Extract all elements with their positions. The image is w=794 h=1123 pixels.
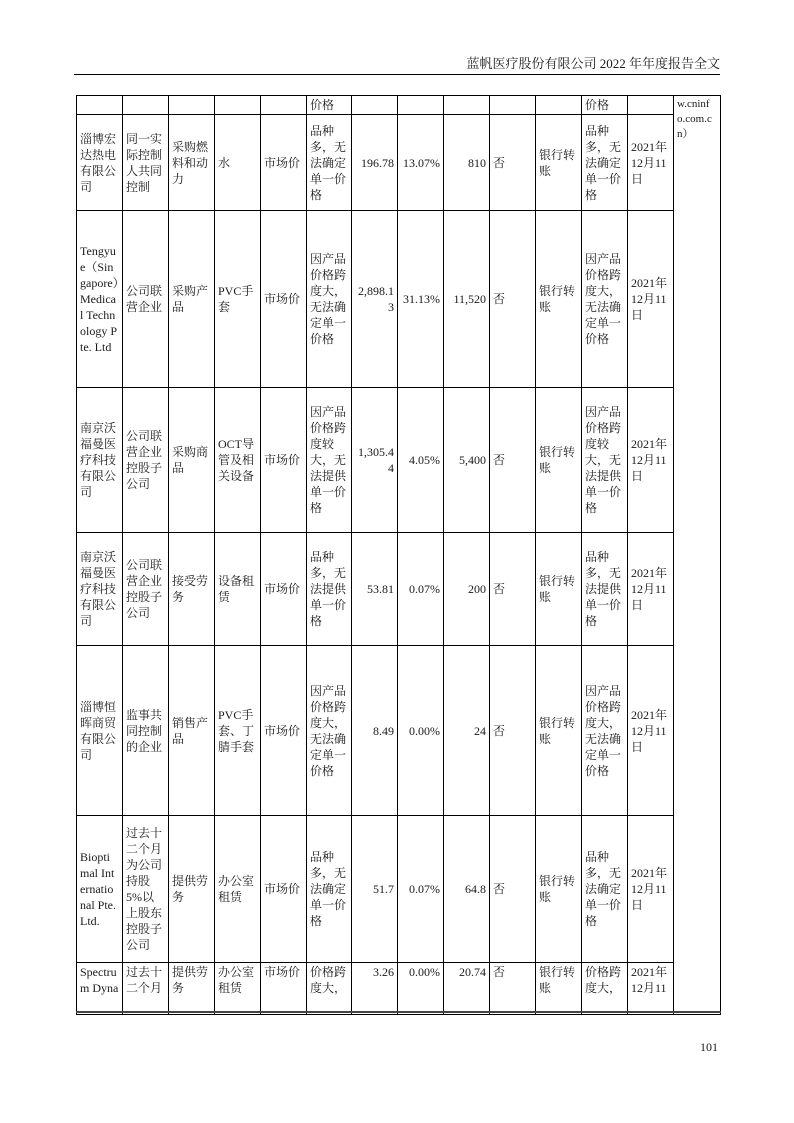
type-cell: 采购燃料和动力 — [169, 115, 215, 211]
pricing-principle-cell: 市场价 — [261, 646, 307, 816]
approved-limit-cell: 24 — [444, 646, 490, 816]
amount-cell: 8.49 — [352, 646, 398, 816]
relationship-cell: 过去十二个月为公司持股 5%以上股东控股子公司 — [123, 816, 169, 963]
settlement-cell: 银行转账 — [536, 115, 582, 211]
ratio-cell: 0.00% — [398, 963, 444, 1015]
approved-limit-cell: 11,520 — [444, 211, 490, 388]
market-price-cell: 因产品价格跨度大，无法确定单一价格 — [582, 646, 628, 816]
pricing-principle-cell: 市场价 — [261, 533, 307, 646]
table-row — [77, 388, 721, 533]
market-price-cell: 品种多，无法确定单一价格 — [582, 115, 628, 211]
exceeded-cell: 否 — [490, 388, 536, 533]
settlement-cell: 银行转账 — [536, 816, 582, 963]
amount-cell: 196.78 — [352, 115, 398, 211]
relationship-cell: 公司联营企业控股子公司 — [123, 388, 169, 533]
type-cell: 销售产品 — [169, 646, 215, 816]
price-cell: 品种多，无法确定单一价格 — [307, 115, 352, 211]
settlement-cell: 银行转账 — [536, 533, 582, 646]
type-cell: 采购商品 — [169, 388, 215, 533]
table-row — [77, 816, 721, 963]
amount-cell: 51.7 — [352, 816, 398, 963]
party-cell: 南京沃福曼医疗科技有限公司 — [77, 388, 123, 533]
table-row — [77, 646, 721, 816]
related-transactions-table — [76, 95, 721, 1015]
content-cell: OCT导管及相关设备 — [215, 388, 261, 533]
exceeded-cell: 否 — [490, 115, 536, 211]
amount-cell: 53.81 — [352, 533, 398, 646]
content-cell: 设备租赁 — [215, 533, 261, 646]
ratio-cell: 0.00% — [398, 646, 444, 816]
approved-limit-cell: 810 — [444, 115, 490, 211]
ratio-cell: 13.07% — [398, 115, 444, 211]
content-cell: 水 — [215, 115, 261, 211]
exceeded-cell: 否 — [490, 533, 536, 646]
ratio-cell: 4.05% — [398, 388, 444, 533]
ratio-cell: 0.07% — [398, 816, 444, 963]
disclosure-date-cell: 2021年12月11 — [628, 963, 674, 1015]
approved-limit-cell: 20.74 — [444, 963, 490, 1015]
content-cell: PVC手套、丁腈手套 — [215, 646, 261, 816]
settlement-cell: 银行转账 — [536, 963, 582, 1015]
content-cell: 办公室租赁 — [215, 816, 261, 963]
exceeded-cell: 否 — [490, 646, 536, 816]
pricing-principle-cell: 市场价 — [261, 211, 307, 388]
exceeded-cell: 否 — [490, 211, 536, 388]
table-row — [77, 211, 721, 388]
ratio-cell: 0.07% — [398, 533, 444, 646]
page-number: 101 — [700, 1040, 718, 1054]
pricing-principle-cell: 市场价 — [261, 115, 307, 211]
disclosure-date-cell: 2021年12月11日 — [628, 211, 674, 388]
approved-limit-cell: 5,400 — [444, 388, 490, 533]
table-row — [77, 115, 721, 211]
market-price-cell: 因产品价格跨度大，无法确定单一价格 — [582, 211, 628, 388]
approved-limit-cell: 200 — [444, 533, 490, 646]
ratio-cell: 31.13% — [398, 211, 444, 388]
relationship-cell: 监事共同控制的企业 — [123, 646, 169, 816]
disclosure-url-cell: w.cninfo.com.cn） — [674, 96, 721, 1015]
disclosure-date-cell: 2021年12月11日 — [628, 646, 674, 816]
content-cell: PVC手套 — [215, 211, 261, 388]
party-cell: 淄博宏达热电有限公司 — [77, 115, 123, 211]
type-cell: 提供劳务 — [169, 816, 215, 963]
amount-cell: 1,305.44 — [352, 388, 398, 533]
price-cell: 因产品价格跨度较大，无法提供单一价格 — [307, 388, 352, 533]
pricing-principle-cell: 市场价 — [261, 816, 307, 963]
continued-row — [77, 96, 721, 115]
party-cell: 南京沃福曼医疗科技有限公司 — [77, 533, 123, 646]
type-cell: 提供劳务 — [169, 963, 215, 1015]
party-cell: Spectrum Dyna — [77, 963, 123, 1015]
market-price-cell: 品种多，无法确定单一价格 — [582, 816, 628, 963]
party-cell: 淄博恒晖商贸有限公司 — [77, 646, 123, 816]
settlement-cell: 银行转账 — [536, 211, 582, 388]
table-bottom-border — [76, 1011, 721, 1013]
table-row — [77, 963, 721, 1015]
relationship-cell: 同一实际控制人共同控制 — [123, 115, 169, 211]
approved-limit-cell: 64.8 — [444, 816, 490, 963]
pricing-principle-cell: 市场价 — [261, 388, 307, 533]
market-price-cell: 价格 — [582, 96, 628, 115]
disclosure-date-cell: 2021年12月11日 — [628, 816, 674, 963]
price-cell: 价格跨度大， — [307, 963, 352, 1015]
party-cell: Bioptimal International Pte. Ltd. — [77, 816, 123, 963]
exceeded-cell: 否 — [490, 816, 536, 963]
disclosure-date-cell: 2021年12月11日 — [628, 388, 674, 533]
type-cell: 采购产品 — [169, 211, 215, 388]
market-price-cell: 品种多，无法提供单一价格 — [582, 533, 628, 646]
price-cell: 品种多，无法提供单一价格 — [307, 533, 352, 646]
relationship-cell: 过去十二个月 — [123, 963, 169, 1015]
relationship-cell: 公司联营企业控股子公司 — [123, 533, 169, 646]
pricing-principle-cell: 市场价 — [261, 963, 307, 1015]
disclosure-date-cell: 2021年12月11日 — [628, 115, 674, 211]
exceeded-cell: 否 — [490, 963, 536, 1015]
type-cell: 接受劳务 — [169, 533, 215, 646]
party-cell: Tengyue（Singapore）Medical Technology Pte. Ltd — [77, 211, 123, 388]
disclosure-date-cell: 2021年12月11日 — [628, 533, 674, 646]
market-price-cell: 价格跨度大， — [582, 963, 628, 1015]
amount-cell: 3.26 — [352, 963, 398, 1015]
amount-cell: 2,898.13 — [352, 211, 398, 388]
price-cell: 因产品价格跨度大，无法确定单一价格 — [307, 646, 352, 816]
settlement-cell: 银行转账 — [536, 646, 582, 816]
market-price-cell: 因产品价格跨度较大，无法提供单一价格 — [582, 388, 628, 533]
report-title: 蓝帆医疗股份有限公司 2022 年年度报告全文 — [466, 56, 720, 71]
settlement-cell: 银行转账 — [536, 388, 582, 533]
relationship-cell: 公司联营企业 — [123, 211, 169, 388]
page-header — [74, 56, 720, 75]
price-cell: 品种多，无法确定单一价格 — [307, 816, 352, 963]
price-cell: 价格 — [307, 96, 352, 115]
table-row — [77, 533, 721, 646]
content-cell: 办公室租赁 — [215, 963, 261, 1015]
price-cell: 因产品价格跨度大，无法确定单一价格 — [307, 211, 352, 388]
